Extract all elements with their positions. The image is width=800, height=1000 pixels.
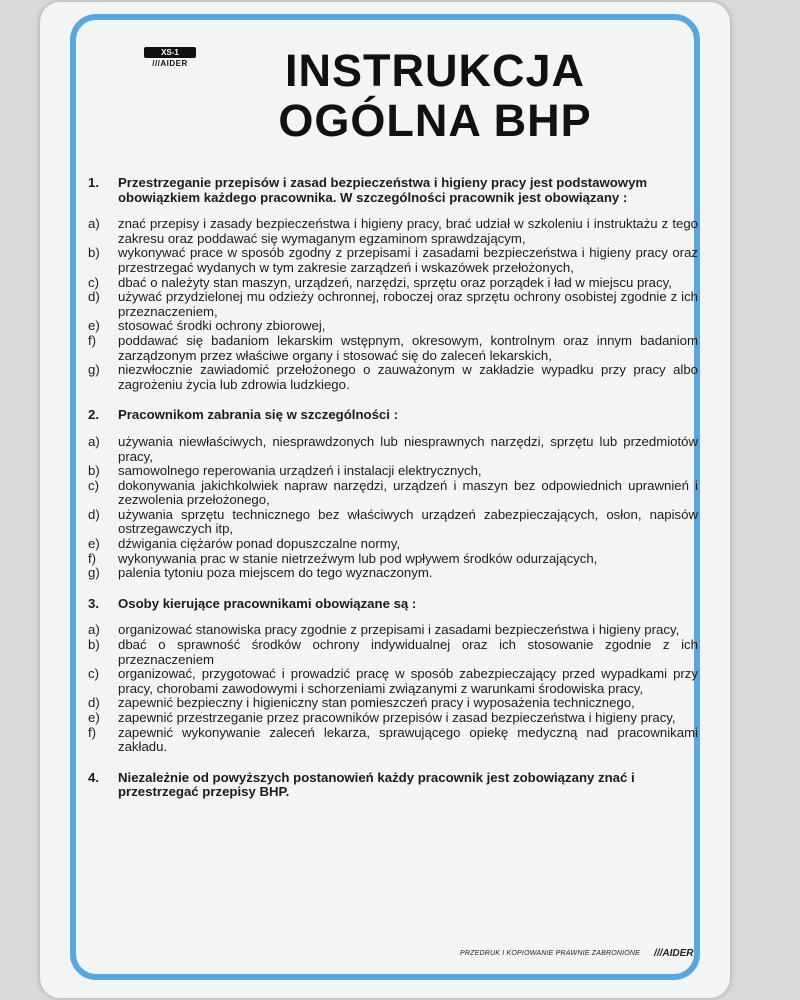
copyright-note: PRZEDRUK I KOPIOWANIE PRAWNIE ZABRONIONE [460,950,641,957]
section-heading-text: Niezależnie od powyższych postanowień każdy pracownik jest zobowiązany znać i przestrzegać przepisy BHP. [118,769,635,800]
title-line-2: OGÓLNA BHP [278,95,592,146]
item-text: poddawać się badaniom lekarskim wstępnym, okresowym, kontrolnym oraz innym badaniom zarządzonym przez właściwe organy i stosować się do zaleceń lekarskich, [118,332,698,363]
item-letter: a) [88,433,100,449]
item-letter: f) [88,332,97,348]
item-text: organizować stanowiska pracy zgodnie z przepisami i zasadami bezpieczeństwa i higieny pracy, [118,622,680,638]
sign-code: XS-1 [144,47,196,58]
list-item [88,290,698,319]
footer-brand: ///AIDER [654,948,694,959]
title-line-1: INSTRUKCJA [284,45,586,96]
item-letter: a) [88,216,100,232]
item-text: niezwłocznie zawiadomić przełożonego o zauważonym w zakładzie wypadku przy pracy albo zagrożeniu życia lub zdrowia ludzkiego. [118,362,698,392]
section-number: 1. [88,175,99,190]
item-text: zapewnić przestrzeganie przez pracowników przepisów i zasad bezpieczeństwa i higieny pracy, [118,710,676,725]
item-letter: d) [88,695,100,711]
item-letter: c) [88,477,99,493]
logo-brand: ///AIDER [152,59,188,68]
list-item [88,508,698,537]
instruction-content [88,176,698,816]
sign-footer [460,948,730,959]
list-item [88,667,698,696]
list-item [88,479,698,508]
item-text: wykonywania prac w stanie nietrzeźwym lub pod wpływem środków odurzających, [118,550,598,566]
section-1 [88,176,698,392]
section-number: 4. [88,769,99,785]
item-letter: e) [88,536,100,552]
item-text: organizować, przygotować i prowadzić pracę w sposób zabezpieczający przed wypadkami przy pracy, chorobami zawodowymi i schorzeniami związanymi z warunkami środowiska pracy, [118,666,698,696]
section-heading [88,771,698,800]
section-3 [88,597,698,755]
item-text: używać przydzielonej mu odzieży ochronnej, roboczej oraz sprzętu ochrony osobistej zgodnie z ich przeznaczeniem, [118,289,698,319]
list-item [88,435,698,464]
section-items [88,217,698,392]
item-letter: f) [88,550,97,566]
item-text: stosować środki ochrony zbiorowej, [118,318,326,334]
item-letter: b) [88,637,100,653]
list-item [88,566,698,581]
aider-logo [144,47,196,68]
item-letter: c) [88,666,99,682]
list-item [88,537,698,552]
list-item [88,623,698,638]
list-item [88,711,698,726]
list-item [88,217,698,246]
section-heading-text: Przestrzeganie przepisów i zasad bezpieczeństwa i higieny pracy jest podstawowym obowiązkiem każdego pracownika. W szczególności pracownik jest obowiązany : [118,175,648,205]
item-letter: b) [88,245,100,261]
item-text: zapewnić wykonywanie zaleceń lekarza, sprawującego opiekę medyczną nad pracownikami zakładu. [118,724,698,755]
item-letter: d) [88,506,100,522]
list-item [88,363,698,392]
item-text: dokonywania jakichkolwiek napraw narzędzi, urządzeń i maszyn bez odpowiednich uprawnień i zezwolenia przełożonego, [118,477,698,508]
section-heading-text: Osoby kierujące pracownikami obowiązane są : [118,595,417,611]
item-letter: b) [88,463,100,479]
item-text: znać przepisy i zasady bezpieczeństwa i higieny pracy, brać udział w szkoleniu i instruktażu z tego zakresu oraz poddawać się wymaganym egzaminom sprawdzającym, [118,216,698,246]
item-letter: g) [88,362,100,378]
item-letter: c) [88,274,99,290]
item-text: używania sprzętu technicznego bez właściwych urządzeń zabezpieczających, osłon, napisów ostrzegawczych itp, [118,506,698,537]
section-number: 3. [88,595,99,611]
section-heading [88,408,698,423]
list-item [88,464,698,479]
page-title [230,46,640,146]
item-text: wykonywać prace w sposób zgodny z przepisami i zasadami bezpieczeństwa i higieny pracy oraz przestrzegać wydanych w tym zakresie zarządzeń i wskazówek przełożonych, [118,245,698,275]
section-4 [88,771,698,800]
item-letter: f) [88,724,97,740]
list-item [88,726,698,755]
list-item [88,696,698,711]
item-letter: d) [88,289,100,305]
section-items [88,623,698,754]
list-item [88,276,698,291]
section-heading [88,597,698,612]
item-text: dźwigania ciężarów ponad dopuszczalne normy, [118,536,400,552]
list-item [88,638,698,667]
item-letter: g) [88,565,100,581]
section-2 [88,408,698,581]
list-item [88,319,698,334]
list-item [88,334,698,363]
item-letter: e) [88,710,100,725]
section-number: 2. [88,407,99,423]
section-heading-text: Pracownikom zabrania się w szczególności : [118,407,398,423]
item-text: palenia tytoniu poza miejscem do tego wyznaczonym. [118,565,433,581]
item-letter: a) [88,622,100,638]
item-text: dbać o sprawność środków ochrony indywidualnej oraz ich stosowanie zgodnie z ich przeznaczeniem [118,637,698,667]
item-text: dbać o należyty stan maszyn, urządzeń, narzędzi, sprzętu oraz porządek i ład w miejscu pracy, [118,274,672,290]
section-heading [88,176,698,205]
list-item [88,246,698,275]
section-items [88,435,698,581]
item-text: samowolnego reperowania urządzeń i instalacji elektrycznych, [118,463,482,479]
item-text: używania niewłaściwych, niesprawdzonych lub niesprawnych narzędzi, sprzętu lub przedmiotów pracy, [118,433,698,464]
list-item [88,552,698,567]
item-letter: e) [88,318,100,334]
item-text: zapewnić bezpieczny i higieniczny stan pomieszczeń pracy i wyposażenia technicznego, [118,695,635,711]
